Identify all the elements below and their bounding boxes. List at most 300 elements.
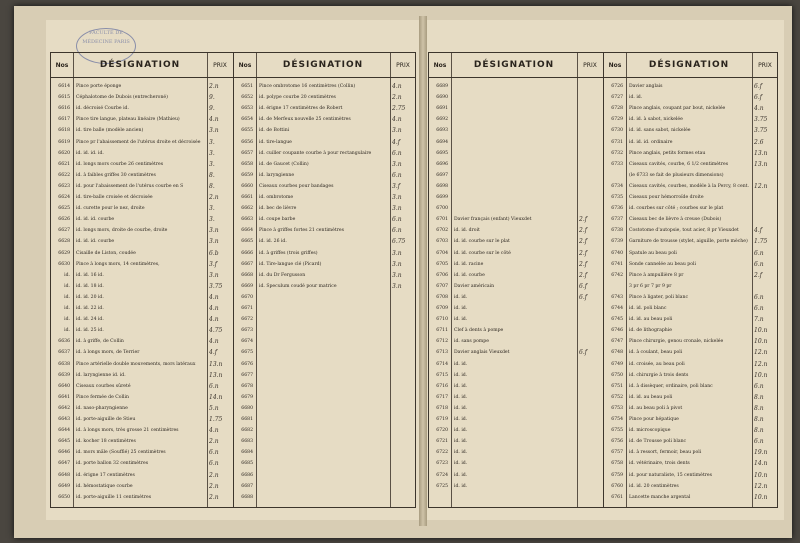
item-designation: id. id. [454, 306, 468, 311]
header-designation: DÉSIGNATION [648, 60, 730, 70]
item-price: 3. [209, 216, 215, 224]
item-designation: id. id. 16 id. [76, 272, 104, 278]
item-price: 3. [209, 138, 215, 146]
header-no: Nos [55, 61, 69, 69]
item-designation: Pince porte éponge [76, 84, 122, 89]
item-price: 13.n [209, 360, 223, 368]
table-row [429, 470, 603, 481]
item-price: 12.n [754, 360, 768, 368]
table-row [234, 292, 416, 303]
item-designation: id. croisée, au beau poli [629, 361, 685, 367]
item-number: 6692 [436, 117, 448, 123]
item-price: 4.n [754, 105, 764, 113]
table-row [234, 92, 416, 103]
table-row [429, 281, 603, 292]
table-row [234, 181, 416, 192]
item-price: 3.n [392, 249, 402, 257]
item-number: 6748 [611, 350, 623, 356]
table-row [51, 458, 233, 469]
item-designation: id. à longs mors, de Terrier [76, 350, 140, 356]
table-row [604, 103, 778, 114]
table-row [234, 392, 416, 403]
item-price: 2.f [579, 271, 587, 279]
item-price: 4.n [392, 116, 402, 124]
item-price: 10.n [754, 371, 768, 379]
item-number: 6760 [611, 483, 623, 489]
item-price: 3.n [209, 227, 219, 235]
table-row [604, 259, 778, 270]
item-price: 6.b [209, 249, 219, 257]
item-designation: id. décroisé Courbe id. [76, 106, 129, 112]
table-row [604, 392, 778, 403]
item-designation: id. de Gaucet (Collin) [259, 161, 309, 167]
item-designation: id. laryngienne [259, 172, 295, 178]
table-row [51, 436, 233, 447]
item-designation: id. id. [454, 394, 468, 400]
table-row [604, 225, 778, 236]
left-table [50, 52, 416, 508]
item-number: 6646 [58, 450, 70, 456]
item-designation: id. Speculum coudé pour matrice [259, 283, 337, 289]
item-designation: id. pour naturaliste, 15 centimètres [629, 472, 712, 478]
table-row [604, 214, 778, 225]
item-designation: id. coupe barbe [259, 217, 296, 223]
table-row [234, 148, 416, 159]
table-row [51, 137, 233, 148]
item-number: 6657 [241, 150, 253, 156]
item-designation: id. id. 22 id. [76, 306, 104, 311]
item-price: 3.75 [209, 282, 223, 290]
item-price: 12.n [754, 482, 768, 490]
item-number: 6728 [611, 106, 623, 112]
table-row [234, 236, 416, 247]
item-designation: id. id. courbe [454, 272, 485, 278]
item-designation: id. id. [454, 361, 468, 367]
item-number: 6700 [436, 206, 448, 212]
table-row [51, 159, 233, 170]
item-designation: id. id. droit [454, 228, 480, 234]
item-number: 6690 [436, 95, 448, 101]
item-number: 6704 [436, 250, 448, 256]
item-designation: id. à coulant, beau poli [629, 350, 683, 356]
item-price: 8.n [754, 404, 764, 412]
item-price: 6.n [209, 382, 219, 390]
table-row [234, 336, 416, 347]
item-number: 6638 [58, 361, 70, 367]
item-number: 6616 [58, 106, 70, 112]
item-designation: id. cuiller coupante courbe à pour rectangulaire [259, 150, 372, 156]
item-number: 6758 [611, 461, 623, 467]
table-row [234, 447, 416, 458]
item-designation: id. id. à sabot, nickelée [629, 117, 683, 123]
table-row [429, 81, 603, 92]
item-number: 6707 [436, 283, 448, 289]
item-number: 6754 [611, 417, 623, 422]
table-row [234, 81, 416, 92]
item-number: 6628 [58, 239, 70, 245]
item-price: 10.n [754, 493, 768, 501]
item-designation: Cisaille de Liston, coudée [76, 250, 136, 256]
item-price: 4.n [209, 427, 219, 435]
item-number: 6686 [241, 472, 253, 478]
item-number: id. [64, 283, 70, 289]
item-price: 4.n [392, 83, 402, 90]
item-price: 6.n [209, 460, 219, 468]
item-price: 3.n [392, 205, 402, 213]
item-number: id. [64, 317, 70, 323]
table-row [429, 447, 603, 458]
item-number: 6716 [436, 383, 448, 389]
item-price: 8. [209, 171, 215, 179]
item-price: 7.n [754, 316, 764, 324]
item-number: 6623 [58, 183, 70, 189]
item-price: 13.n [754, 160, 768, 168]
item-number: 6641 [58, 394, 70, 400]
item-designation: id. id. [454, 372, 468, 378]
item-number: 6719 [436, 417, 448, 422]
table-row [234, 259, 416, 270]
item-number: 6705 [436, 261, 448, 267]
item-price: 4.n [209, 305, 219, 312]
item-designation: Pince chirurgie, genou cronale, nickelée [629, 339, 724, 345]
item-number: 6756 [611, 439, 623, 445]
item-number: 6723 [436, 461, 448, 467]
item-number: 6647 [58, 461, 70, 467]
item-number: 6673 [241, 328, 253, 334]
item-designation: id. id. [454, 483, 468, 489]
item-price: 6.f [579, 293, 587, 301]
item-number: 6670 [241, 294, 253, 300]
table-row [429, 248, 603, 259]
header-designation: DÉSIGNATION [473, 60, 555, 70]
item-number: 6672 [241, 317, 253, 323]
item-designation: id. de Merfeux nouvelle 25 centimètres [259, 117, 351, 123]
item-price: 4.f [754, 227, 762, 235]
table-row [429, 103, 603, 114]
ledger-column [603, 53, 778, 507]
item-number: 6749 [611, 361, 623, 367]
item-number: 6721 [436, 439, 448, 445]
item-number: 6639 [58, 372, 70, 378]
item-price: 6.75 [392, 238, 406, 246]
table-row [234, 270, 416, 281]
item-designation: Clef à dents à pompe [454, 328, 504, 334]
item-price: 2.n [392, 94, 402, 102]
item-price: 2.f [579, 249, 587, 257]
item-number: 6706 [436, 272, 448, 278]
table-row [51, 381, 233, 392]
table-row [604, 336, 778, 347]
item-price: 6.n [392, 227, 402, 235]
table-row [51, 192, 233, 203]
item-price: 1.75 [754, 238, 768, 246]
item-designation: id. érigne 17 centimètres de Robert [259, 106, 343, 112]
item-number: 6661 [241, 195, 253, 200]
item-price: 10.n [754, 471, 768, 479]
table-row [234, 425, 416, 436]
item-number: 6745 [611, 317, 623, 323]
table-row [604, 481, 778, 492]
item-number: 6663 [241, 217, 253, 223]
table-row [51, 248, 233, 259]
table-row [604, 114, 778, 125]
item-number: 6755 [611, 428, 623, 434]
item-designation: id. curette pour le nez, droite [76, 206, 145, 212]
item-designation: id. sans pompe [454, 339, 489, 345]
table-row [429, 381, 603, 392]
item-designation: id. id. [454, 417, 468, 422]
item-price: 12.n [754, 349, 768, 357]
item-number: 6656 [241, 139, 253, 145]
item-number: 6722 [436, 450, 448, 456]
item-number: 6636 [58, 339, 70, 345]
item-number: 6675 [241, 350, 253, 356]
ledger-column [233, 53, 416, 507]
table-row [234, 137, 416, 148]
item-designation: id. courbes sur côté ; courbes sur le plat [629, 206, 724, 212]
table-row [51, 203, 233, 214]
item-price: 2.n [209, 194, 219, 201]
item-price: 4.n [209, 316, 219, 324]
item-number: 6627 [58, 228, 70, 234]
table-row [429, 137, 603, 148]
table-row [429, 170, 603, 181]
item-number: id. [64, 272, 70, 278]
item-designation: id. id. au beau poli [629, 394, 673, 400]
item-designation: id. porte-aiguille 11 centimètres [76, 494, 152, 500]
table-row [429, 325, 603, 336]
item-number: 6682 [241, 428, 253, 434]
column-header [429, 53, 603, 78]
item-price: 4.n [209, 338, 219, 346]
item-price: 8.n [754, 393, 764, 401]
item-price: 3. [209, 205, 215, 213]
item-number: 6687 [241, 483, 253, 489]
item-price: 3.n [392, 282, 402, 290]
item-designation: id. id. [454, 383, 468, 389]
table-row [429, 359, 603, 370]
table-row [51, 170, 233, 181]
item-price: 6.f [754, 94, 762, 102]
item-number: 6622 [58, 172, 70, 178]
item-price: 3.n [392, 127, 402, 135]
item-designation: id. longs mors, droite de courbe, droite [76, 228, 168, 234]
table-row [51, 336, 233, 347]
item-number: 6643 [58, 417, 70, 422]
item-number: 6711 [436, 328, 448, 334]
table-row [51, 314, 233, 325]
item-number: 6739 [611, 239, 623, 245]
item-designation: id. id. [629, 95, 643, 101]
table-row [51, 114, 233, 125]
item-designation: id. du Dr Fergusson [259, 272, 306, 278]
item-number: 6743 [611, 294, 623, 300]
table-row [234, 325, 416, 336]
item-price: 6.f [754, 83, 762, 90]
table-row [604, 359, 778, 370]
item-number: 6685 [241, 461, 253, 467]
ledger-column [429, 53, 603, 507]
item-number: 6666 [241, 250, 253, 256]
item-designation: Pince anglais, coupant par bout, nickelée [629, 106, 726, 112]
item-designation: Pince à longs mors, 14 centimètres, [76, 261, 160, 267]
item-price: 2.f [579, 238, 587, 246]
table-row [234, 281, 416, 292]
table-row [604, 192, 778, 203]
item-price: 19.n [754, 449, 768, 457]
item-price: 12.n [754, 182, 768, 190]
item-price: 8.n [754, 416, 764, 423]
table-row [604, 347, 778, 358]
item-designation: id. porte-aiguille de Stieu [76, 417, 136, 422]
item-designation: Davier américain [454, 283, 495, 289]
item-designation: Ciseaux courbes sûreté [76, 383, 131, 389]
item-number: 6624 [58, 195, 70, 200]
item-designation: id. id. [454, 450, 468, 456]
table-row [51, 414, 233, 425]
table-row [429, 403, 603, 414]
item-number: 6724 [436, 472, 448, 478]
table-row [604, 314, 778, 325]
item-number: 6618 [58, 128, 70, 134]
item-price: 3.f [392, 182, 400, 190]
item-designation: id. de lithographie [629, 328, 672, 334]
item-price: 6.n [754, 382, 764, 390]
item-designation: (le 6733 se fait de plusieurs dimensions) [629, 172, 724, 178]
item-price: 4.n [209, 116, 219, 124]
item-number: 6759 [611, 472, 623, 478]
item-designation: id. id. id. id. [76, 150, 104, 156]
table-row [51, 92, 233, 103]
item-designation: id. id. [454, 405, 468, 411]
table-row [51, 236, 233, 247]
table-row [429, 259, 603, 270]
item-number: 6625 [58, 206, 70, 212]
table-row [604, 458, 778, 469]
table-row [234, 248, 416, 259]
item-designation: Lancette manche argental [629, 494, 691, 500]
table-row [604, 292, 778, 303]
item-number: 6626 [58, 217, 70, 223]
item-number: 6753 [611, 405, 623, 411]
column-header [234, 53, 416, 78]
item-designation: 3 pr 6 pr 7 pr 9 pr [629, 283, 672, 289]
table-row [604, 425, 778, 436]
item-number: 6650 [58, 494, 70, 500]
item-designation: id. tire-balle croisée et décroisée [76, 195, 153, 200]
item-designation: Ciseaux pour hémorroïde droite [629, 195, 704, 200]
header-no: Nos [433, 61, 447, 69]
table-row [234, 492, 416, 503]
item-price: 2.f [754, 271, 762, 279]
item-number: 6655 [241, 128, 253, 134]
item-number: 6654 [241, 117, 253, 123]
item-price: 9. [209, 94, 215, 102]
table-row [429, 292, 603, 303]
item-designation: Pince artérielle double mouvements, mors latéraux [76, 361, 196, 367]
item-number: 6737 [611, 217, 623, 223]
item-price: 3.n [392, 271, 402, 279]
header-no: Nos [238, 61, 252, 69]
item-designation: Pince pr l'abaissement de l'utérus droite et décroisée [76, 139, 201, 145]
item-designation: id. érigne 17 centimètres [76, 472, 135, 478]
table-row [234, 414, 416, 425]
item-designation: id. id. 20 id. [76, 294, 104, 300]
item-number: 6644 [58, 428, 70, 434]
table-row [604, 270, 778, 281]
table-row [429, 181, 603, 192]
item-price: 2.n [209, 83, 219, 90]
item-number: 6637 [58, 350, 70, 356]
table-row [51, 270, 233, 281]
item-number: 6761 [611, 494, 623, 500]
table-row [604, 170, 778, 181]
table-row [51, 303, 233, 314]
table-row [234, 436, 416, 447]
item-price: 3.n [392, 260, 402, 268]
item-number: 6659 [241, 172, 253, 178]
table-row [234, 347, 416, 358]
header-prix: PRIX [583, 61, 597, 69]
item-price: 6.n [392, 171, 402, 179]
table-row [429, 370, 603, 381]
item-price: 6.n [754, 438, 764, 446]
library-stamp: FACULTÉ DE MÉDECINE PARIS [76, 28, 136, 64]
table-row [604, 181, 778, 192]
item-number: 6736 [611, 206, 623, 212]
item-designation: id. vétérinaire, trois dents [629, 461, 690, 467]
item-number: 6665 [241, 239, 253, 245]
item-price: 2.f [579, 227, 587, 235]
item-number: 6689 [436, 84, 448, 89]
item-number: 6630 [58, 261, 70, 267]
table-row [429, 336, 603, 347]
table-row [51, 403, 233, 414]
item-number: id. [64, 294, 70, 300]
item-price: 3.n [209, 271, 219, 279]
item-number: 6735 [611, 195, 623, 200]
table-row [429, 92, 603, 103]
table-row [234, 159, 416, 170]
item-price: 6.n [754, 260, 764, 268]
column-header [51, 53, 233, 78]
item-number: 6694 [436, 139, 448, 145]
table-row [51, 325, 233, 336]
item-number: 6691 [436, 106, 448, 112]
table-row [429, 192, 603, 203]
item-number: 6664 [241, 228, 253, 234]
item-designation: id. id. [454, 294, 468, 300]
table-row [51, 470, 233, 481]
table-row [604, 203, 778, 214]
header-prix: PRIX [213, 61, 227, 69]
item-designation: id. hémostatique courbe [76, 483, 133, 489]
item-price: 3.n [209, 238, 219, 246]
item-number: 6746 [611, 328, 623, 334]
item-number: 6684 [241, 450, 253, 456]
item-number: 6669 [241, 283, 253, 289]
item-number: 6699 [436, 195, 448, 200]
item-designation: id. au beau poli à pivot [629, 405, 683, 411]
item-number: 6619 [58, 139, 70, 145]
item-designation: id. à faibles griffes 30 centimètres [76, 172, 156, 178]
table-row [604, 159, 778, 170]
item-number: 6642 [58, 405, 70, 411]
item-designation: id. de Bottini [259, 128, 290, 134]
item-number: 6668 [241, 272, 253, 278]
item-designation: id. à dissèquer, ordinaire, poli blanc [629, 383, 713, 389]
item-designation: Davier anglais [629, 84, 663, 89]
